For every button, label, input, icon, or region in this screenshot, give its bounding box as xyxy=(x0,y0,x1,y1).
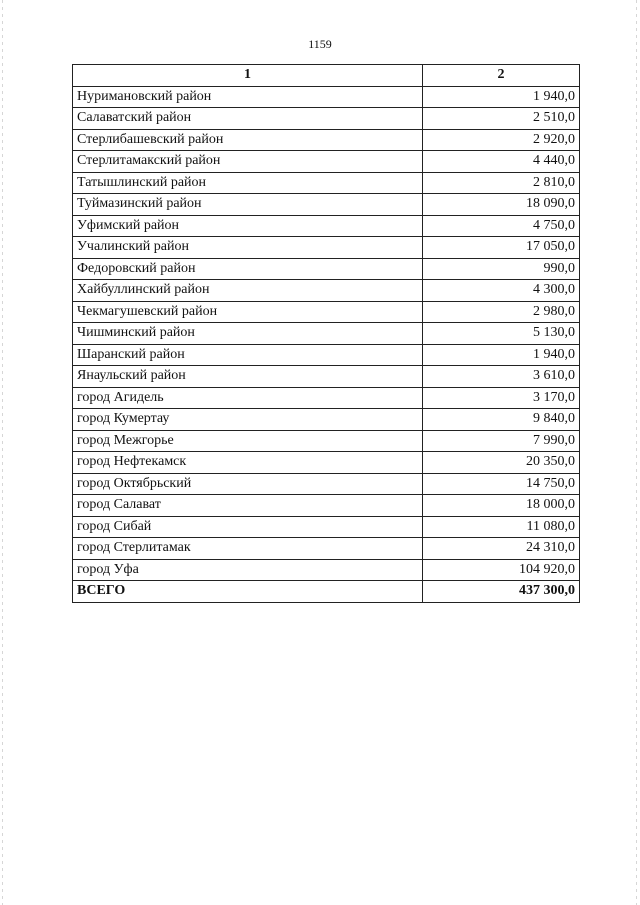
table-row xyxy=(73,215,580,237)
table-row xyxy=(73,495,580,517)
row-name-cell: город Салават xyxy=(73,495,423,517)
data-table xyxy=(72,64,580,603)
table-row xyxy=(73,430,580,452)
row-name-cell: Хайбуллинский район xyxy=(73,280,423,302)
row-value-cell: 18 000,0 xyxy=(423,495,580,517)
row-name-cell: город Уфа xyxy=(73,559,423,581)
row-value-cell: 11 080,0 xyxy=(423,516,580,538)
scan-edge-right xyxy=(636,0,637,905)
row-name-cell: город Агидель xyxy=(73,387,423,409)
table-row xyxy=(73,344,580,366)
page-number: 1159 xyxy=(308,37,332,51)
table-row xyxy=(73,559,580,581)
column-header-2: 2 xyxy=(423,65,580,87)
table-header-row xyxy=(73,65,580,87)
row-name-cell: Уфимский район xyxy=(73,215,423,237)
row-value-cell: 18 090,0 xyxy=(423,194,580,216)
table-row xyxy=(73,237,580,259)
row-name-cell: Татышлинский район xyxy=(73,172,423,194)
total-label: ВСЕГО xyxy=(73,581,423,603)
row-value-cell: 2 810,0 xyxy=(423,172,580,194)
row-value-cell: 104 920,0 xyxy=(423,559,580,581)
row-name-cell: Стерлитамакский район xyxy=(73,151,423,173)
table-row xyxy=(73,86,580,108)
table-total-row xyxy=(73,581,580,603)
row-value-cell: 14 750,0 xyxy=(423,473,580,495)
row-value-cell: 20 350,0 xyxy=(423,452,580,474)
scan-edge-left xyxy=(2,0,3,905)
table-row xyxy=(73,194,580,216)
row-name-cell: город Межгорье xyxy=(73,430,423,452)
table-row xyxy=(73,366,580,388)
column-header-1: 1 xyxy=(73,65,423,87)
row-name-cell: Туймазинский район xyxy=(73,194,423,216)
table-row xyxy=(73,387,580,409)
row-name-cell: город Октябрьский xyxy=(73,473,423,495)
table-row xyxy=(73,129,580,151)
row-name-cell: Чекмагушевский район xyxy=(73,301,423,323)
table-row xyxy=(73,473,580,495)
table-row xyxy=(73,280,580,302)
table-row xyxy=(73,323,580,345)
row-name-cell: Янаульский район xyxy=(73,366,423,388)
table-row xyxy=(73,301,580,323)
row-value-cell: 2 980,0 xyxy=(423,301,580,323)
row-value-cell: 9 840,0 xyxy=(423,409,580,431)
table-row xyxy=(73,409,580,431)
row-value-cell: 4 750,0 xyxy=(423,215,580,237)
table-body xyxy=(73,86,580,581)
row-name-cell: город Стерлитамак xyxy=(73,538,423,560)
row-name-cell: город Сибай xyxy=(73,516,423,538)
row-name-cell: Салаватский район xyxy=(73,108,423,130)
total-value: 437 300,0 xyxy=(423,581,580,603)
table-row xyxy=(73,516,580,538)
row-value-cell: 24 310,0 xyxy=(423,538,580,560)
table-row xyxy=(73,538,580,560)
row-name-cell: Федоровский район xyxy=(73,258,423,280)
row-name-cell: Учалинский район xyxy=(73,237,423,259)
row-value-cell: 4 300,0 xyxy=(423,280,580,302)
row-name-cell: Стерлибашевский район xyxy=(73,129,423,151)
row-name-cell: Чишминский район xyxy=(73,323,423,345)
row-name-cell: город Кумертау xyxy=(73,409,423,431)
row-name-cell: город Нефтекамск xyxy=(73,452,423,474)
row-value-cell: 1 940,0 xyxy=(423,86,580,108)
row-value-cell: 990,0 xyxy=(423,258,580,280)
row-value-cell: 2 510,0 xyxy=(423,108,580,130)
row-name-cell: Шаранский район xyxy=(73,344,423,366)
table-row xyxy=(73,452,580,474)
row-value-cell: 17 050,0 xyxy=(423,237,580,259)
row-value-cell: 4 440,0 xyxy=(423,151,580,173)
table-row xyxy=(73,172,580,194)
table-row xyxy=(73,258,580,280)
table-row xyxy=(73,151,580,173)
row-value-cell: 1 940,0 xyxy=(423,344,580,366)
row-value-cell: 2 920,0 xyxy=(423,129,580,151)
row-value-cell: 7 990,0 xyxy=(423,430,580,452)
row-value-cell: 5 130,0 xyxy=(423,323,580,345)
table-row xyxy=(73,108,580,130)
row-value-cell: 3 170,0 xyxy=(423,387,580,409)
row-name-cell: Нуримановский район xyxy=(73,86,423,108)
row-value-cell: 3 610,0 xyxy=(423,366,580,388)
